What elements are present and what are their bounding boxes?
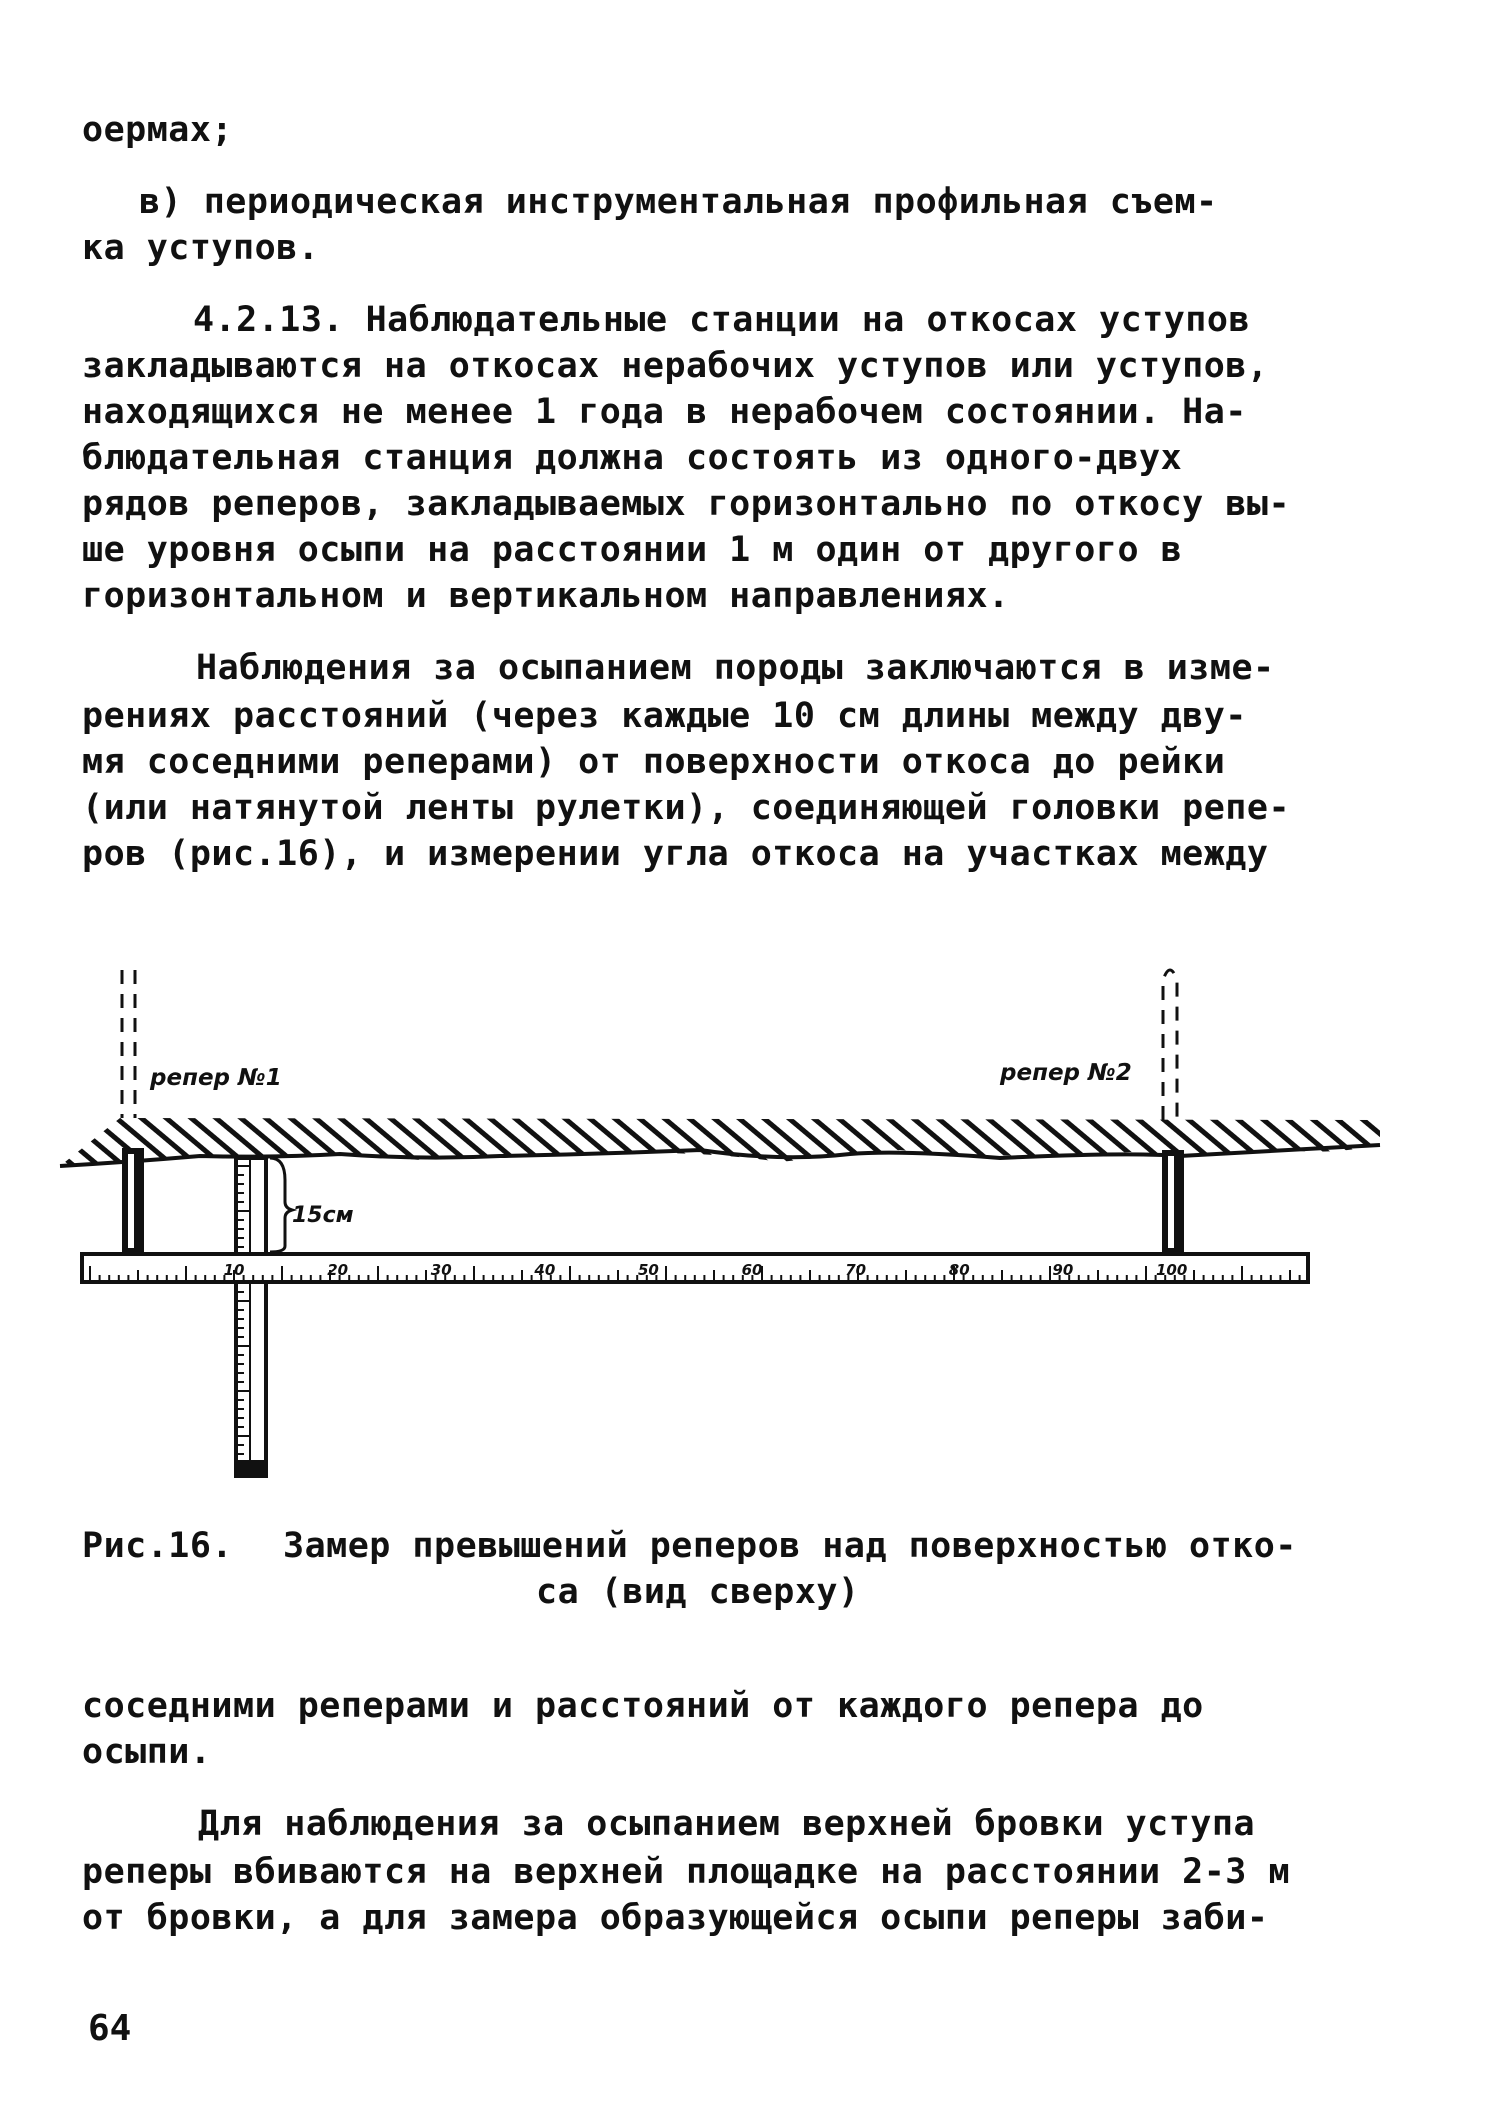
text-line: закладываются на откосах нерабочих уступов или уступов, (82, 346, 1269, 386)
ruler-tick-label: 80 (948, 1261, 970, 1279)
text-line: в) периодическая инструментальная профильная съем- (139, 182, 1218, 222)
ruler-tick-label: 70 (845, 1261, 867, 1279)
ruler-tick-label: 50 (638, 1261, 659, 1279)
text-line: Для наблюдения за осыпанием верхней бровки уступа (198, 1804, 1256, 1844)
text-line: мя соседними реперами) от поверхности откоса до рейки (82, 742, 1226, 782)
text-line: Наблюдения за осыпанием породы заключаются в изме- (196, 648, 1275, 688)
text-line: ров (рис.16), и измерении угла откоса на участках между (82, 834, 1269, 874)
figure-caption-line2: са (вид сверху) (536, 1572, 860, 1612)
ruler-tick-label: 90 (1052, 1261, 1074, 1279)
text-line: горизонтальном и вертикальном направлениях. (82, 576, 1010, 616)
text-line: 4.2.13. Наблюдательные станции на откосах уступов (193, 300, 1251, 340)
measure-label: 15см (292, 1203, 354, 1228)
ruler-tick-label: 40 (534, 1261, 556, 1279)
ruler-tick-label: 60 (741, 1261, 763, 1279)
text-line: рядов реперов, закладываемых горизонтально по откосу вы- (82, 484, 1291, 524)
reper-2-label: репер №2 (1000, 1060, 1132, 1086)
text-line: оермах; (82, 110, 234, 150)
reper-1-label: репер №1 (150, 1065, 282, 1091)
ruler-tick-label: 100 (1156, 1261, 1188, 1279)
page-number: 64 (88, 2008, 132, 2049)
ruler-tick-label: 10 (223, 1261, 245, 1279)
text-line: рениях расстояний (через каждые 10 см длины между дву- (82, 696, 1247, 736)
text-line: от бровки, а для замера образующейся осыпи реперы заби- (82, 1898, 1269, 1938)
ruler-tick-label: 20 (327, 1261, 349, 1279)
text-line: находящихся не менее 1 года в нерабочем состоянии. На- (82, 392, 1247, 432)
text-line: осыпи. (82, 1732, 212, 1772)
text-line: блюдательная станция должна состоять из одного-двух (82, 438, 1183, 478)
figure-caption-line1: Замер превышений реперов над поверхностью отко- (283, 1526, 1297, 1566)
measure-bracket (270, 1158, 292, 1252)
figure-caption-number: Рис.16. (82, 1526, 234, 1566)
ruler-tick-label: 30 (430, 1261, 452, 1279)
text-line: соседними реперами и расстояний от каждого репера до (82, 1686, 1204, 1726)
text-line: (или натянутой ленты рулетки), соединяющей головки репе- (82, 788, 1291, 828)
text-line: ка уступов. (82, 228, 320, 268)
figure-16-diagram (0, 940, 1509, 1500)
text-line: ше уровня осыпи на расстоянии 1 м один от другого в (82, 530, 1183, 570)
text-line: реперы вбиваются на верхней площадке на расстоянии 2-3 м (82, 1852, 1291, 1892)
